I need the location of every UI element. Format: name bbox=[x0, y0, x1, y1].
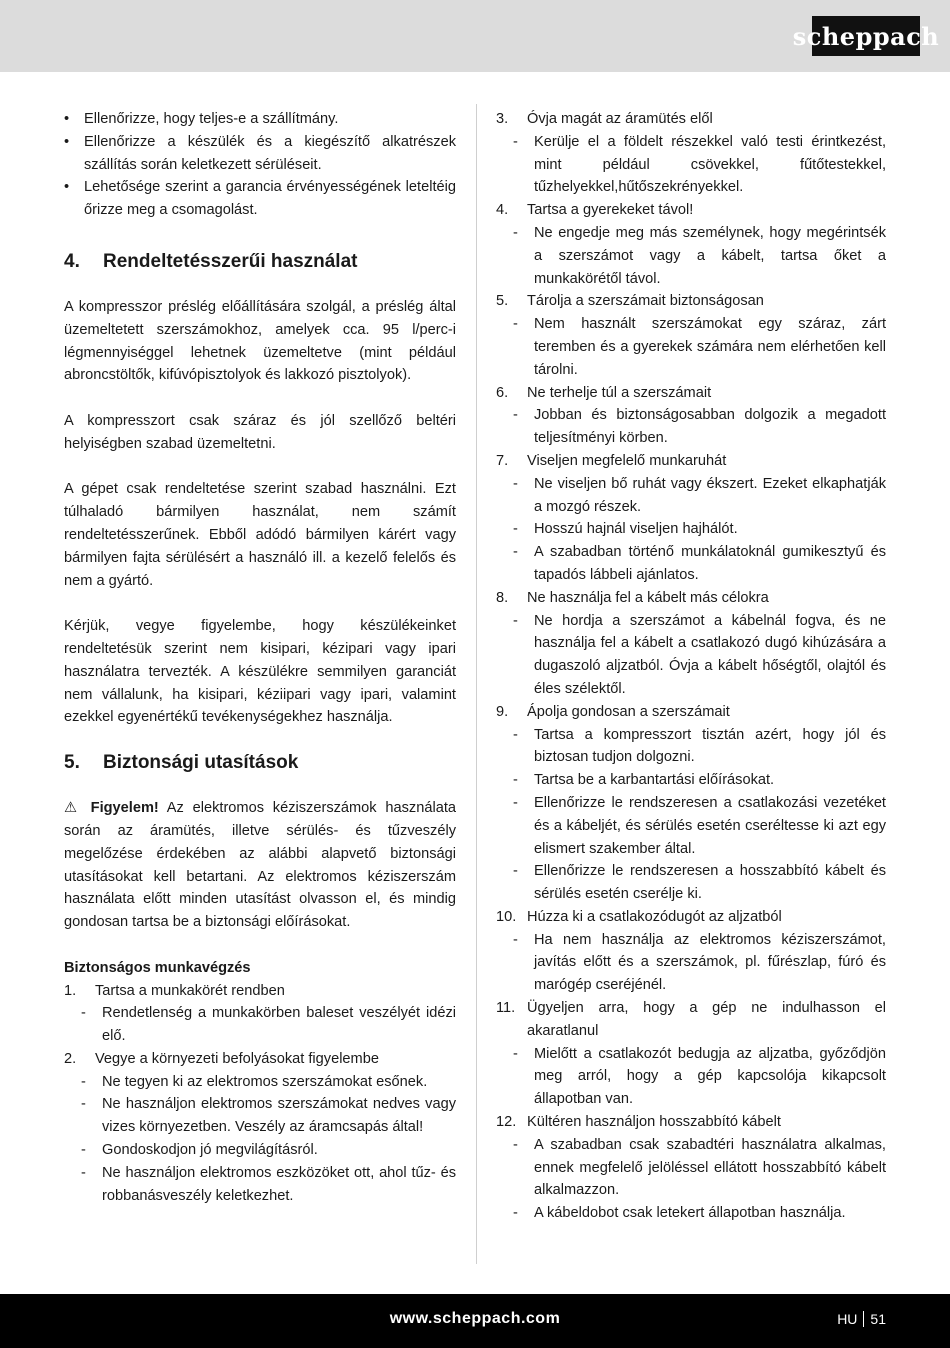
section-4-paragraph: Kérjük, vegye figyelembe, hogy készülékeinket rendeltetésük szerint nem kisipari, kézipari vagy ipari használatra tervezték. A készülékre semmilyen garanciát nem vállalunk, ha kisipari, kéziipari vagy ipari, valamint ezekkel egyenértékű tevékenységekhez használja. bbox=[64, 618, 456, 726]
dash-item: - A kábeldobot csak letekert állapotban használja. bbox=[513, 1205, 846, 1222]
numbered-item: 5. Tárolja a szerszámait biztonságosan bbox=[496, 293, 764, 310]
section-4-paragraph: A kompresszort csak száraz és jól szellőző beltéri helyiségben szabad üzemeltetni. bbox=[64, 412, 456, 452]
list-item: • Ellenőrizze, hogy teljes-e a szállítmány. bbox=[64, 111, 339, 127]
dash-item: - Ne viseljen bő ruhát vagy ékszert. Ezeket elkaphatják a mozgó részek. bbox=[513, 475, 886, 515]
section-4-heading: 4. Rendeltetésszerűi használat bbox=[64, 250, 358, 272]
column-divider bbox=[476, 104, 477, 1264]
dash-item: - A szabadban csak szabadtéri használatra alkalmas, ennek megfelelő jelöléssel ellátott hosszabbító kábelt alkalmazzon. bbox=[513, 1136, 886, 1199]
dash-item: - Ellenőrizze le rendszeresen a hosszabbító kábelt és sérülés esetén cserélje ki. bbox=[513, 863, 886, 903]
brand-logo: scheppach bbox=[812, 16, 920, 56]
numbered-item: 3. Óvja magát az áramütés elől bbox=[496, 111, 713, 127]
numbered-item: 11. Ügyeljen arra, hogy a gép ne indulhasson el akaratlanul bbox=[496, 1000, 886, 1039]
dash-item: - Kerülje el a földelt részekkel való testi érintkezést, mint például csövekkel, fűtőtestekkel, tűzhelyekkel,hűtőszekrényekkel. bbox=[513, 133, 886, 196]
page-footer bbox=[0, 1294, 950, 1348]
numbered-item: 4. Tartsa a gyerekeket távol! bbox=[496, 202, 694, 219]
dash-item: - Ne engedje meg más személynek, hogy megérintsék a szerszámot vagy a kábelt, tartsa őket a munkakörétől távol. bbox=[513, 224, 886, 287]
page-number: HU 51 bbox=[837, 1311, 886, 1327]
section-5-heading: 5. Biztonsági utasítások bbox=[64, 752, 299, 774]
numbered-item: 1. Tartsa a munkakörét rendben bbox=[64, 982, 285, 999]
numbered-item: 12. Kültéren használjon hosszabbító kábelt bbox=[496, 1114, 781, 1131]
dash-item: - Tartsa a kompresszort tisztán azért, hogy jól és biztosan tudjon dolgozni. bbox=[513, 726, 886, 766]
numbered-item: 9. Ápolja gondosan a szerszámait bbox=[496, 703, 730, 720]
dash-item: - Ellenőrizze le rendszeresen a csatlakozási vezetéket és a kábeljét, és sérülés esetén cseréltesse ki azt egy elismert szakember által. bbox=[513, 794, 886, 857]
subheading: Biztonságos munkavégzés bbox=[64, 959, 251, 976]
dash-item: - Ne használjon elektromos eszközöket ott, ahol tűz- és robbanásveszély keletkezhet. bbox=[81, 1164, 456, 1204]
section-4-paragraph: A kompresszor préslég előállítására szolgál, a préslég által üzemeltetett szerszámokhoz, amelyek cca. 95 l/perc-i légmennyiséggel lehetnek üzemeltetve (mint például abroncstöltők, kifúvópisztolyok és lakkozó pisztolyok). bbox=[64, 298, 456, 384]
numbered-item: 10. Húzza ki a csatlakozódugót az aljzatból bbox=[496, 908, 782, 925]
warning-paragraph bbox=[64, 797, 456, 934]
intro-bullet-list bbox=[64, 108, 456, 222]
dash-item: - Ne használjon elektromos szerszámokat nedves vagy vizes környezetben. Veszély az áramcsapás által! bbox=[81, 1096, 456, 1136]
dash-item: - Hosszú hajnál viseljen hajhálót. bbox=[513, 521, 738, 538]
numbered-item: 2. Vegye a környezeti befolyásokat figyelembe bbox=[64, 1050, 379, 1067]
dash-item: - Rendetlenség a munkakörben baleset veszélyét idézi elő. bbox=[81, 1005, 456, 1045]
left-column bbox=[64, 108, 456, 1207]
dash-item: - Gondoskodjon jó megvilágításról. bbox=[81, 1142, 318, 1159]
numbered-item: 8. Ne használja fel a kábelt más célokra bbox=[496, 589, 769, 606]
warning-text: Az elektromos kéziszerszámok használata során az áramütés, illetve sérülés- és tűzveszély megelőzése érdekében az alábbi alapvető biztonsági utasításokat kell betartani. Az elektromos kéziszerszám használata előtt minden utasítást olvasson el, és mindig gondosan tartsa be a biztonsági előírásokat. bbox=[64, 800, 456, 931]
dash-item: - Mielőtt a csatlakozót bedugja az aljzatba, győződjön meg arról, hogy a gép kapcsolója kikapcsolt állapotban van. bbox=[513, 1045, 886, 1108]
warning-icon: ⚠ bbox=[64, 800, 82, 817]
right-column bbox=[496, 108, 886, 1225]
warning-label: Figyelem! bbox=[90, 800, 159, 817]
dash-item: - A szabadban történő munkálatoknál gumikesztyű és tapadós lábbeli ajánlatos. bbox=[513, 544, 886, 583]
page-header bbox=[0, 0, 950, 72]
dash-item: - Ne hordja a szerszámot a kábelnál fogva, és ne használja fel a kábelt a csatlakozó dugó kihúzására a dugaszoló aljzatból. Óvja a kábelt hőségtől, olajtól és éles szélektől. bbox=[513, 612, 886, 697]
list-item: • Lehetősége szerint a garancia érvényességének leteltéig őrizze meg a csomagolást. bbox=[64, 179, 456, 219]
numbered-item: 7. Viseljen megfelelő munkaruhát bbox=[496, 452, 727, 469]
dash-item: - Ne tegyen ki az elektromos szerszámokat esőnek. bbox=[81, 1073, 428, 1090]
section-4-paragraph: A gépet csak rendeltetése szerint szabad használni. Ezt túlhaladó bármilyen használat, nem számít rendeltetésszerűnek. Ebből adódó bármilyen kárért vagy bármilyen fajta sérülésért a használó ill. a kezelő felelős és nem a gyártó. bbox=[64, 481, 456, 589]
footer-url-link[interactable]: www.scheppach.com bbox=[389, 1310, 561, 1327]
dash-item: - Ha nem használja az elektromos kéziszerszámot, javítás előtt és a szerszámok, pl. fűrészlap, fúró és marógép cseréjénél. bbox=[513, 931, 886, 994]
list-item: • Ellenőrizze a készülék és a kiegészítő alkatrészek szállítás során keletkezett sérüléseit. bbox=[64, 133, 456, 173]
numbered-item: 6. Ne terhelje túl a szerszámait bbox=[496, 384, 712, 401]
dash-item: - Tartsa be a karbantartási előírásokat. bbox=[513, 772, 775, 789]
dash-item: - Nem használt szerszámokat egy száraz, zárt teremben és a gyerekek számára nem elérhetően kell tárolni. bbox=[513, 316, 886, 378]
dash-item: - Jobban és biztonságosabban dolgozik a megadott teljesítményi körben. bbox=[513, 407, 886, 447]
